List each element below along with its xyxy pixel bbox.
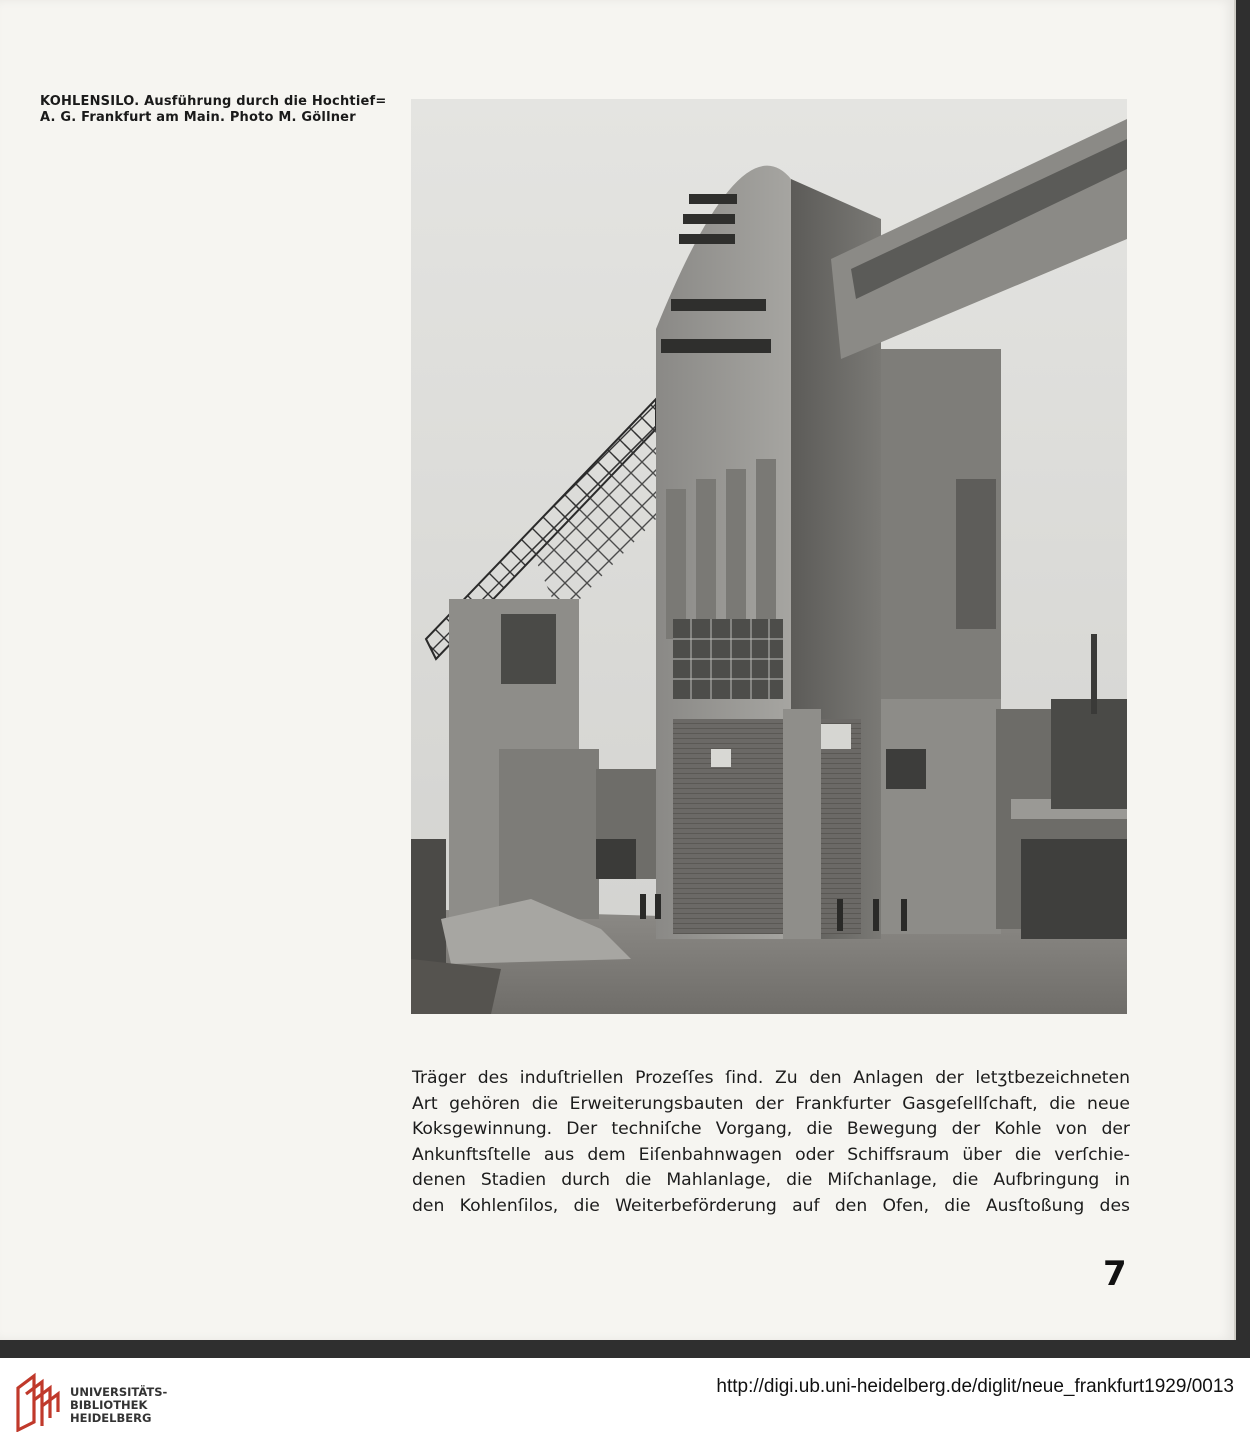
university-library-logo-icon — [12, 1372, 64, 1436]
library-name-line-2: BIBLIOTHEK — [70, 1398, 148, 1412]
body-line-1: Träger des induſtriellen Prozeſſes ſind. Zu den Anlagen der letʒtbezeichneten — [412, 1068, 1130, 1088]
library-footer — [0, 1358, 1250, 1450]
caption-line-1: KOHLENSILO. Ausführung durch die Hochtief= — [40, 94, 387, 109]
article-body-text — [412, 1066, 1130, 1220]
library-name-line-3: HEIDELBERG — [70, 1411, 152, 1425]
body-line-2: Art gehören die Erweiterungsbauten der Frankfurter Gasgeſellſchaft, die neue — [412, 1093, 1130, 1114]
caption-line-2: A. G. Frankfurt am Main. Photo M. Göllner — [40, 110, 356, 125]
body-line-4: Ankunftsſtelle aus dem Eiſenbahnwagen oder Schiffsraum über die verſchie- — [412, 1144, 1130, 1165]
body-line-3: Koksgewinnung. Der techniſche Vorgang, die Bewegung der Kohle von der — [412, 1119, 1130, 1140]
photo-caption — [40, 94, 390, 126]
source-url-link[interactable]: http://digi.ub.uni-heidelberg.de/diglit/neue_frankfurt1929/0013 — [716, 1376, 1234, 1397]
coal-silo-photograph — [411, 99, 1127, 1014]
body-line-6: den Kohlenſilos, die Weiterbeförderung auf den Ofen, die Ausſtoßung des — [412, 1195, 1130, 1216]
page-number: 7 — [1103, 1254, 1127, 1294]
library-name-line-1: UNIVERSITÄTS- — [70, 1385, 168, 1399]
body-line-5: denen Stadien durch die Mahlanlage, die Miſchanlage, die Aufbringung in — [412, 1170, 1130, 1191]
library-name — [70, 1386, 167, 1425]
